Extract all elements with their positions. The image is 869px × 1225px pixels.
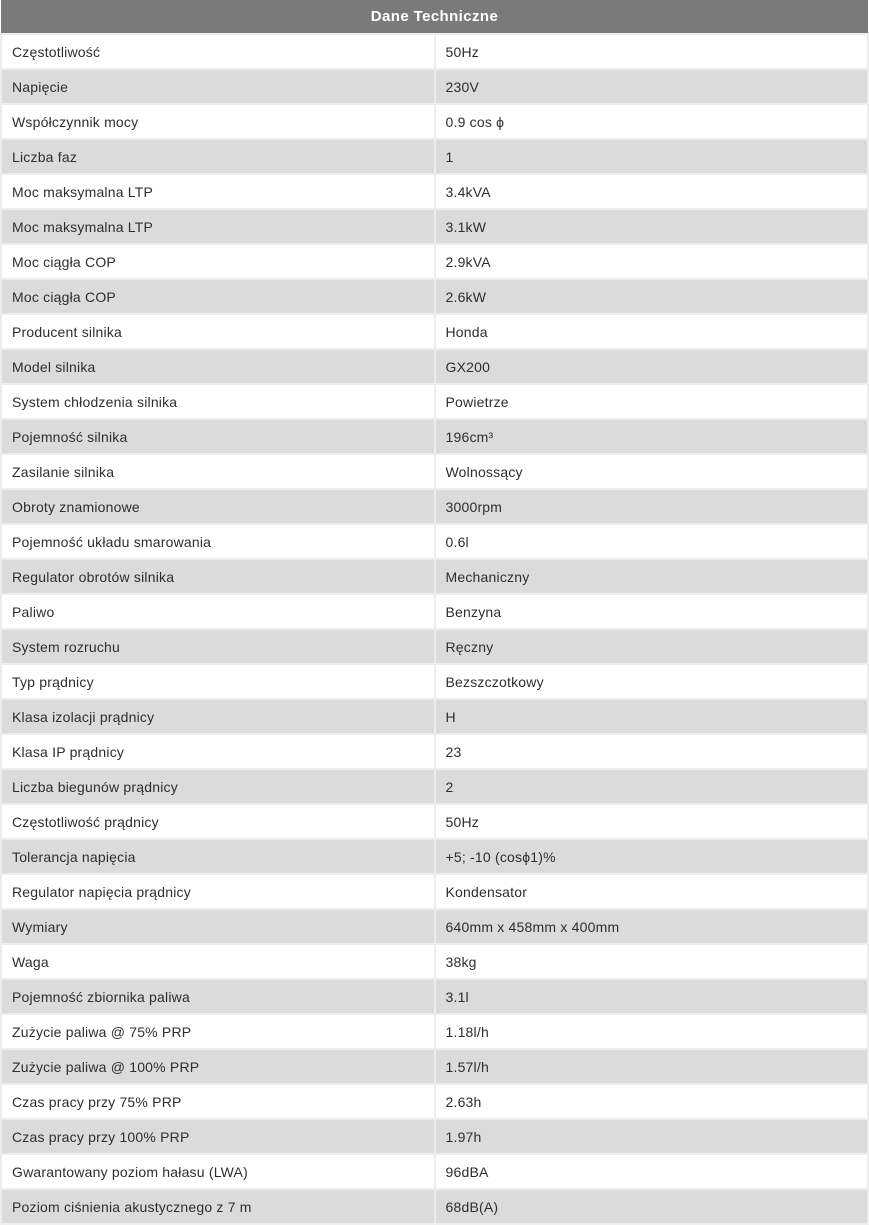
- spec-parameter-value: 3.4kVA: [435, 174, 869, 209]
- spec-parameter-label: Zasilanie silnika: [1, 454, 435, 489]
- spec-row: [1, 419, 868, 454]
- spec-row: [1, 1119, 868, 1154]
- spec-parameter-value: Mechaniczny: [435, 559, 869, 594]
- spec-parameter-label: Liczba faz: [1, 139, 435, 174]
- spec-parameter-value: 0.9 cos ϕ: [435, 104, 869, 139]
- spec-parameter-value: 2.63h: [435, 1084, 869, 1119]
- spec-row: [1, 839, 868, 874]
- spec-parameter-label: Częstotliwość prądnicy: [1, 804, 435, 839]
- spec-row: [1, 594, 868, 629]
- spec-parameter-value: 1.97h: [435, 1119, 869, 1154]
- spec-parameter-value: 230V: [435, 69, 869, 104]
- spec-parameter-label: Moc ciągła COP: [1, 244, 435, 279]
- spec-row: [1, 454, 868, 489]
- spec-row: [1, 524, 868, 559]
- technical-data-table-body: [1, 34, 868, 1224]
- spec-parameter-value: 1.18l/h: [435, 1014, 869, 1049]
- spec-parameter-label: Napięcie: [1, 69, 435, 104]
- spec-parameter-label: Pojemność układu smarowania: [1, 524, 435, 559]
- spec-row: [1, 769, 868, 804]
- spec-parameter-value: Powietrze: [435, 384, 869, 419]
- spec-parameter-value: 0.6l: [435, 524, 869, 559]
- spec-parameter-label: Paliwo: [1, 594, 435, 629]
- spec-row: [1, 979, 868, 1014]
- spec-parameter-value: Kondensator: [435, 874, 869, 909]
- spec-row: [1, 664, 868, 699]
- spec-parameter-label: Wymiary: [1, 909, 435, 944]
- spec-parameter-label: Moc ciągła COP: [1, 279, 435, 314]
- spec-parameter-value: 2: [435, 769, 869, 804]
- spec-row: [1, 909, 868, 944]
- spec-row: [1, 699, 868, 734]
- spec-parameter-label: Pojemność silnika: [1, 419, 435, 454]
- spec-row: [1, 279, 868, 314]
- spec-row: [1, 734, 868, 769]
- spec-row: [1, 629, 868, 664]
- spec-row: [1, 1014, 868, 1049]
- technical-data-table-head: [1, 0, 868, 34]
- table-title: Dane Techniczne: [1, 0, 868, 34]
- spec-row: [1, 944, 868, 979]
- table-title-row: [1, 0, 868, 34]
- spec-parameter-label: Klasa izolacji prądnicy: [1, 699, 435, 734]
- spec-row: [1, 69, 868, 104]
- spec-parameter-value: 196cm³: [435, 419, 869, 454]
- spec-parameter-label: Poziom ciśnienia akustycznego z 7 m: [1, 1189, 435, 1224]
- spec-parameter-value: Benzyna: [435, 594, 869, 629]
- spec-row: [1, 174, 868, 209]
- spec-row: [1, 104, 868, 139]
- spec-parameter-value: 50Hz: [435, 34, 869, 69]
- spec-parameter-value: 38kg: [435, 944, 869, 979]
- spec-parameter-label: Waga: [1, 944, 435, 979]
- spec-parameter-label: Tolerancja napięcia: [1, 839, 435, 874]
- spec-row: [1, 139, 868, 174]
- spec-row: [1, 384, 868, 419]
- spec-parameter-label: Liczba biegunów prądnicy: [1, 769, 435, 804]
- spec-parameter-value: 3000rpm: [435, 489, 869, 524]
- spec-parameter-label: Obroty znamionowe: [1, 489, 435, 524]
- spec-parameter-value: +5; -10 (cosϕ1)%: [435, 839, 869, 874]
- spec-row: [1, 1049, 868, 1084]
- spec-parameter-label: Czas pracy przy 75% PRP: [1, 1084, 435, 1119]
- spec-row: [1, 1154, 868, 1189]
- spec-parameter-value: Bezszczotkowy: [435, 664, 869, 699]
- spec-parameter-label: Moc maksymalna LTP: [1, 209, 435, 244]
- spec-row: [1, 209, 868, 244]
- spec-row: [1, 1084, 868, 1119]
- spec-parameter-value: 2.6kW: [435, 279, 869, 314]
- spec-parameter-label: Moc maksymalna LTP: [1, 174, 435, 209]
- spec-parameter-value: Honda: [435, 314, 869, 349]
- spec-row: [1, 244, 868, 279]
- spec-parameter-label: System rozruchu: [1, 629, 435, 664]
- spec-parameter-value: 1: [435, 139, 869, 174]
- spec-parameter-value: 50Hz: [435, 804, 869, 839]
- spec-parameter-value: 68dB(A): [435, 1189, 869, 1224]
- spec-parameter-value: Ręczny: [435, 629, 869, 664]
- spec-parameter-label: Zużycie paliwa @ 75% PRP: [1, 1014, 435, 1049]
- spec-parameter-label: Pojemność zbiornika paliwa: [1, 979, 435, 1014]
- spec-parameter-label: Częstotliwość: [1, 34, 435, 69]
- spec-row: [1, 489, 868, 524]
- spec-parameter-label: Gwarantowany poziom hałasu (LWA): [1, 1154, 435, 1189]
- spec-row: [1, 804, 868, 839]
- spec-parameter-value: 2.9kVA: [435, 244, 869, 279]
- spec-parameter-value: H: [435, 699, 869, 734]
- spec-parameter-value: 3.1l: [435, 979, 869, 1014]
- spec-parameter-value: 640mm x 458mm x 400mm: [435, 909, 869, 944]
- spec-parameter-label: Regulator napięcia prądnicy: [1, 874, 435, 909]
- spec-row: [1, 314, 868, 349]
- spec-row: [1, 349, 868, 384]
- spec-parameter-value: 1.57l/h: [435, 1049, 869, 1084]
- spec-parameter-label: Model silnika: [1, 349, 435, 384]
- spec-parameter-value: 3.1kW: [435, 209, 869, 244]
- spec-parameter-value: GX200: [435, 349, 869, 384]
- spec-row: [1, 34, 868, 69]
- spec-row: [1, 1189, 868, 1224]
- spec-parameter-label: Czas pracy przy 100% PRP: [1, 1119, 435, 1154]
- spec-parameter-value: Wolnossący: [435, 454, 869, 489]
- spec-parameter-label: Regulator obrotów silnika: [1, 559, 435, 594]
- spec-parameter-label: Współczynnik mocy: [1, 104, 435, 139]
- spec-row: [1, 559, 868, 594]
- spec-parameter-label: Klasa IP prądnicy: [1, 734, 435, 769]
- spec-parameter-label: System chłodzenia silnika: [1, 384, 435, 419]
- spec-parameter-value: 96dBA: [435, 1154, 869, 1189]
- spec-parameter-label: Zużycie paliwa @ 100% PRP: [1, 1049, 435, 1084]
- spec-parameter-value: 23: [435, 734, 869, 769]
- spec-parameter-label: Producent silnika: [1, 314, 435, 349]
- spec-parameter-label: Typ prądnicy: [1, 664, 435, 699]
- spec-row: [1, 874, 868, 909]
